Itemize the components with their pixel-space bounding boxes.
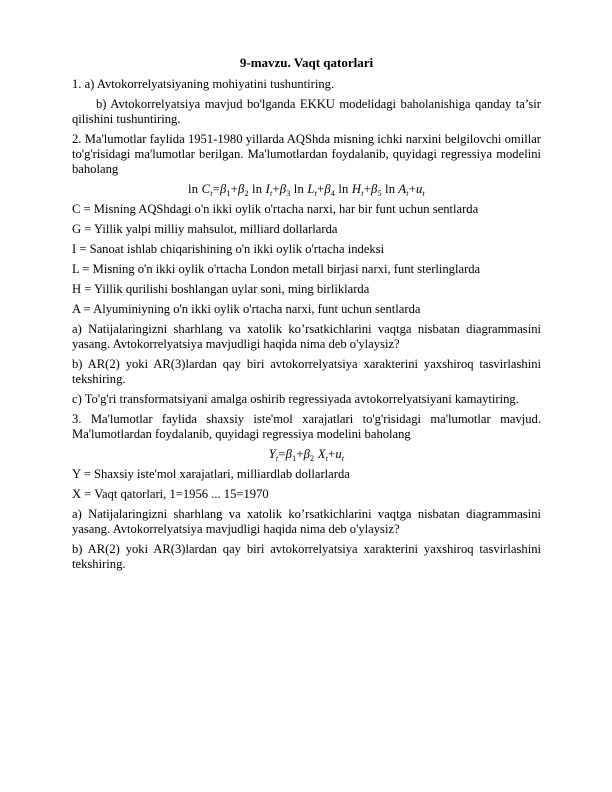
question-3a: a) Natijalaringizni sharhlang va xatolik ko’rsatkichlarini vaqtga nisbatan diagrammasini yasang. Avtokorrelyatsiya mavjudligi haqida nima deb o'ylaysiz? (72, 507, 541, 536)
page-title: 9-mavzu. Vaqt qatorlari (239, 55, 374, 70)
question-1b: b) Avtokorrelyatsiya mavjud bo'lganda EKKU modelidagi baholanishiga qanday ta’sir qilishini tushuntiring. (72, 97, 541, 126)
definition-C: C = Misning AQShdagi o'n ikki oylik o'rtacha narxi, har bir funt uchun sentlarda (72, 202, 479, 216)
definition-X: X = Vaqt qatorlari, 1=1956 ... 15=1970 (72, 487, 269, 501)
definition-I: I = Sanoat ishlab chiqarishining o'n ikki oylik o'rtacha indeksi (72, 242, 385, 256)
definition-G: G = Yillik yalpi milliy mahsulot, milliard dollarlarda (72, 222, 338, 236)
definition-A: A = Alyuminiyning o'n ikki oylik o'rtacha narxi, funt uchun sentlarda (72, 302, 421, 316)
equation-copper-model: $\ln C_t=\beta_1+\beta_2$ $\ln I_t+\beta_3$ $\ln L_t+\beta_4$ $\ln H_t+\beta_5$ $\ln A_t+u_t$ (188, 182, 425, 198)
question-3-intro: 3. Ma'lumotlar faylida shaxsiy iste'mol xarajatlari to'g'risidagi ma'lumotlar mavjud. Ma'lumotlardan foydalanib, quyidagi regressiya modelini baholang (72, 412, 541, 441)
definition-H: H = Yillik qurilishi boshlangan uylar soni, ming birliklarda (72, 282, 370, 296)
question-3b: b) AR(2) yoki AR(3)lardan qay biri avtokorrelyatsiya xarakterini yaxshiroq tasvirlashini tekshiring. (72, 542, 541, 571)
document-page (72, 55, 541, 577)
question-1a: 1. a) Avtokorrelyatsiyaning mohiyatini tushuntiring. (72, 77, 335, 91)
question-2a: a) Natijalaringizni sharhlang va xatolik ko’rsatkichlarini vaqtga nisbatan diagrammasini yasang. Avtokorrelyatsiya mavjudligi haqida nima deb o'ylaysiz? (72, 322, 541, 351)
equation-consumption-model: $Y_t=\beta_1+\beta_2$ $X_t+u_t$ (268, 447, 345, 463)
question-2c: c) To'g'ri transformatsiyani amalga oshirib regressiyada avtokorrelyatsiyani kamaytiring. (72, 392, 519, 406)
definition-Y: Y = Shaxsiy iste'mol xarajatlari, milliardlab dollarlarda (72, 467, 350, 481)
definition-L: L = Misning o'n ikki oylik o'rtacha London metall birjasi narxi, funt sterlinglarda (72, 262, 481, 276)
question-2-intro: 2. Ma'lumotlar faylida 1951-1980 yillarda AQShda misning ichki narxini belgilovchi omillar to'g'risidagi ma'lumotlar berilgan. Ma'lumotlardan foydalanib, quyidagi regressiya modelini baholang (72, 132, 541, 176)
question-2b: b) AR(2) yoki AR(3)lardan qay biri avtokorrelyatsiya xarakterini yaxshiroq tasvirlashini tekshiring. (72, 357, 541, 386)
